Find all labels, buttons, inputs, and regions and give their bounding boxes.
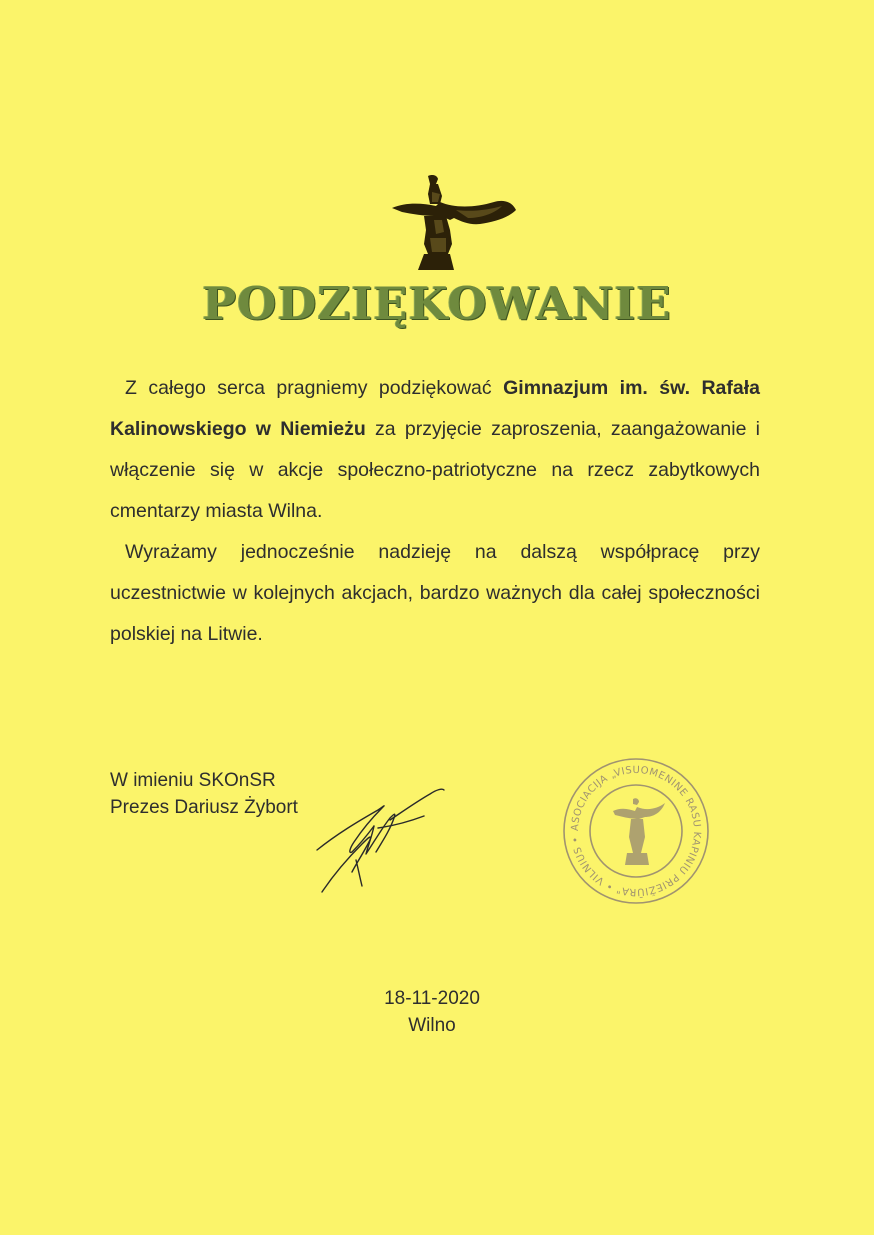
document-title: PODZIĘKOWANIE bbox=[202, 277, 672, 330]
paragraph-1-intro: Z całego serca pragniemy podziękować bbox=[125, 377, 504, 399]
paragraph-1 bbox=[110, 368, 760, 532]
handwritten-signature bbox=[312, 782, 452, 897]
winged-statue-emblem-icon bbox=[384, 172, 520, 272]
document-body bbox=[110, 368, 760, 655]
paragraph-2: Wyrażamy jednocześnie nadzieję na dalszą współpracę przy uczestnictwie w kolejnych akcjach, bardzo ważnych dla całej społeczności polskiej na Litwie. bbox=[110, 541, 760, 645]
school-name: Gimnazjum im. św. Rafała Kalinowskiego w Niemieżu bbox=[110, 377, 760, 440]
signatory-line-1: W imieniu SKOnSR bbox=[110, 770, 276, 791]
signatory-block bbox=[110, 767, 298, 821]
signatory-line-2: Prezes Dariusz Żybort bbox=[110, 797, 298, 818]
document-place: Wilno bbox=[408, 1015, 456, 1036]
document-date: 18-11-2020 bbox=[384, 988, 480, 1009]
official-round-stamp-icon bbox=[561, 741, 711, 921]
stamp-text: ASOCIACIJA „VISUOMENINE RASU KAPINIU PRIEŽIŪRA" • VILNIUS • bbox=[569, 764, 703, 898]
date-place-block bbox=[332, 985, 532, 1039]
paragraph-1-rest: za przyjęcie zaproszenia, zaangażowanie i włączenie się w akcje społeczno-patriotyczne na rzecz zabytkowych cmentarzy miasta Wilna. bbox=[110, 418, 761, 522]
